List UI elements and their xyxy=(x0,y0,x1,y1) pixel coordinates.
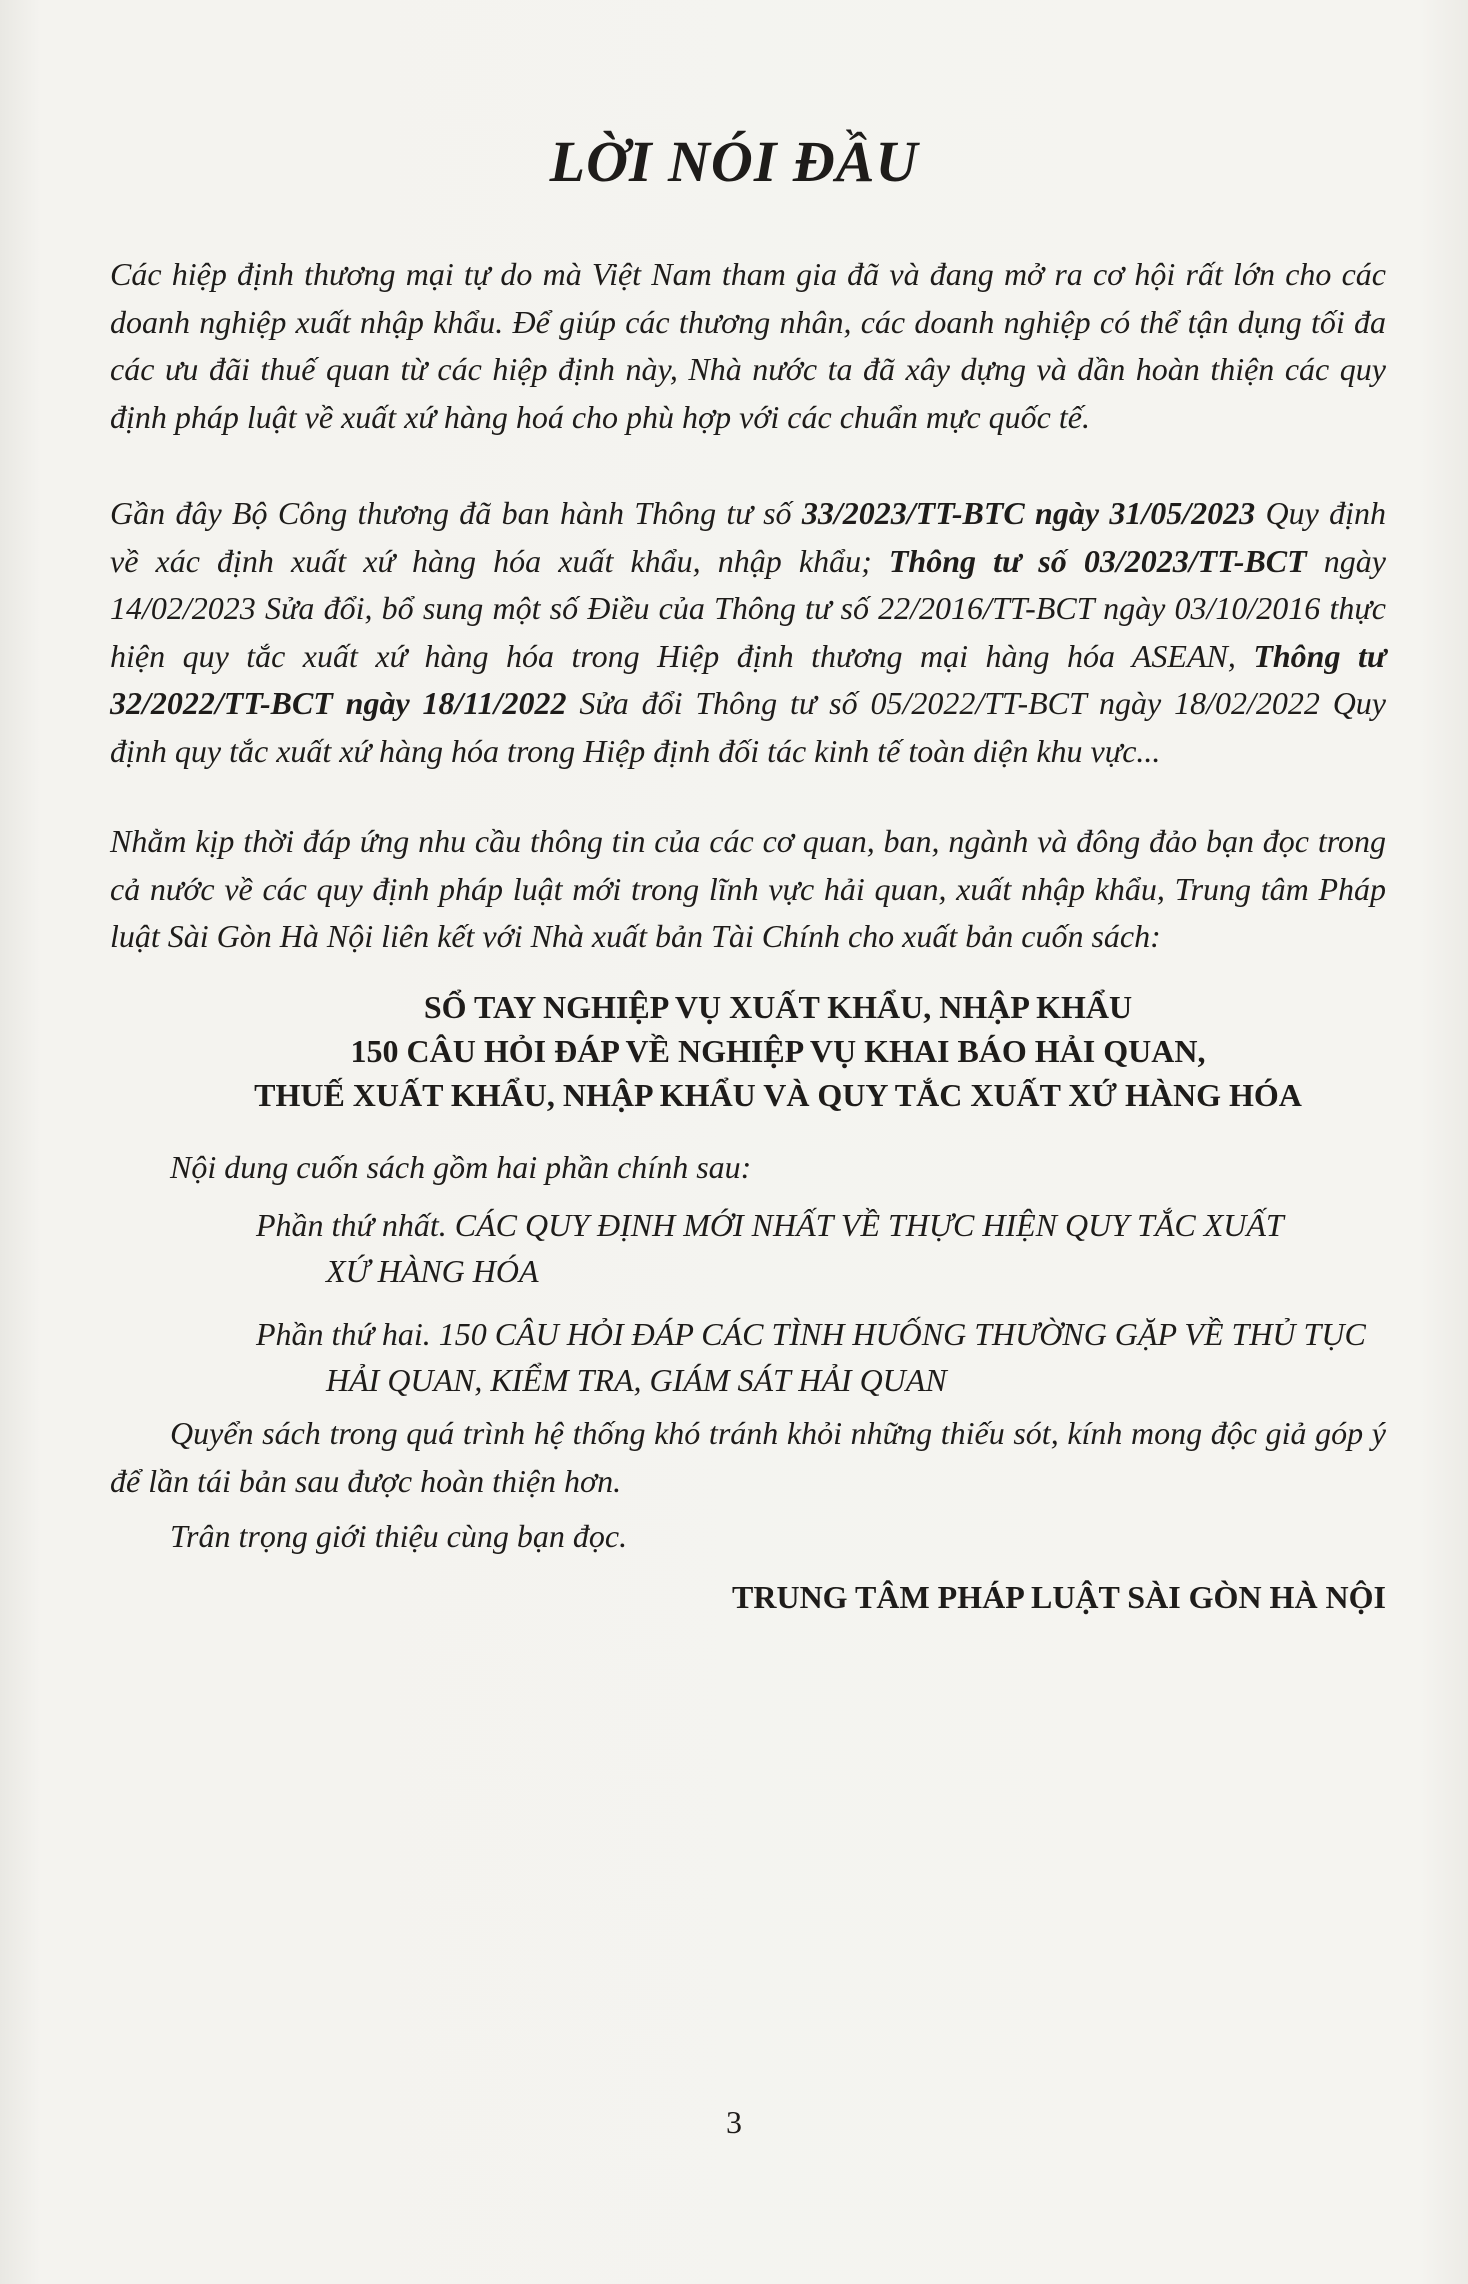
intro-paragraph-text: Các hiệp định thương mại tự do mà Việt Nam tham gia đã và đang mở ra cơ hội rất lớn cho các doanh nghiệp xuất nhập khẩu. Để giúp các thương nhân, các doanh nghiệp có thể tận dụng tối đa các ưu đãi thuế quan từ các hiệp định này, Nhà nước ta đã xây dựng và dần hoàn thiện các quy định pháp luật về xuất xứ hàng hoá cho phù hợp với các chuẩn mực quốc tế. xyxy=(110,256,1386,435)
regulation-circular-32: Thông tư 32/2022/TT-BCT ngày 18/11/2022 xyxy=(110,637,1387,721)
closing-paragraph-text: Quyển sách trong quá trình hệ thống khó tránh khỏi những thiếu sót, kính mong độc giả góp ý để lần tái bản sau được hoàn thiện hơn. xyxy=(110,1415,1386,1499)
regulations-paragraph xyxy=(110,490,1386,775)
part-one xyxy=(256,1202,1396,1294)
regulations-text-4: Sửa đổi Thông tư số 05/2022/TT-BCT ngày 18/02/2022 Quy định quy tắc xuất xứ hàng hóa trong Hiệp định đối tác kinh tế toàn diện khu vực... xyxy=(110,685,1387,769)
book-title xyxy=(170,985,1386,1117)
part-two xyxy=(256,1311,1396,1403)
introduction-line: Trân trọng giới thiệu cùng bạn đọc. xyxy=(170,1518,628,1554)
regulations-text-1: Gần đây Bộ Công thương đã ban hành Thông tư số xyxy=(110,495,802,531)
page-number: 3 xyxy=(726,2104,742,2140)
book-title-line-1: SỔ TAY NGHIỆP VỤ XUẤT KHẨU, NHẬP KHẨU xyxy=(423,989,1133,1025)
intro-paragraph xyxy=(110,251,1386,441)
regulation-circular-03: Thông tư số 03/2023/TT-BCT xyxy=(888,542,1307,579)
part-two-line-1: Phần thứ hai. 150 CÂU HỎI ĐÁP CÁC TÌNH HUỐNG THƯỜNG GẶP VỀ THỦ TỤC xyxy=(256,1316,1366,1352)
part-two-line-2: HẢI QUAN, KIỂM TRA, GIÁM SÁT HẢI QUAN xyxy=(326,1362,947,1398)
contents-intro: Nội dung cuốn sách gồm hai phần chính sau: xyxy=(170,1149,752,1185)
regulation-circular-33: 33/2023/TT-BTC ngày 31/05/2023 xyxy=(801,495,1256,531)
part-one-line-1: Phần thứ nhất. CÁC QUY ĐỊNH MỚI NHẤT VỀ THỰC HIỆN QUY TẮC XUẤT xyxy=(256,1207,1284,1243)
regulations-text-2: Quy định về xác định xuất xứ hàng hóa xuất khẩu, nhập khẩu; xyxy=(110,495,1387,579)
page-title: LỜI NÓI ĐẦU xyxy=(549,129,919,194)
publisher-signature: TRUNG TÂM PHÁP LUẬT SÀI GÒN HÀ NỘI xyxy=(732,1579,1386,1615)
part-one-line-2: XỨ HÀNG HÓA xyxy=(326,1253,539,1289)
purpose-paragraph-text: Nhằm kịp thời đáp ứng nhu cầu thông tin của các cơ quan, ban, ngành và đông đảo bạn đọc trong cả nước về các quy định pháp luật mới trong lĩnh vực hải quan, xuất nhập khẩu, Trung tâm Pháp luật Sài Gòn Hà Nội liên kết với Nhà xuất bản Tài Chính cho xuất bản cuốn sách: xyxy=(110,823,1386,954)
closing-paragraph xyxy=(110,1410,1386,1505)
regulations-text-3: ngày 14/02/2023 Sửa đổi, bổ sung một số Điều của Thông tư số 22/2016/TT-BCT ngày 03/10/2016 thực hiện quy tắc xuất xứ hàng hóa trong Hiệp định thương mại hàng hóa ASEAN, xyxy=(110,542,1387,674)
purpose-paragraph xyxy=(110,818,1386,961)
book-title-line-2: 150 CÂU HỎI ĐÁP VỀ NGHIỆP VỤ KHAI BÁO HẢI QUAN, xyxy=(350,1033,1206,1069)
book-title-line-3: THUẾ XUẤT KHẨU, NHẬP KHẨU VÀ QUY TẮC XUẤT XỨ HÀNG HÓA xyxy=(254,1077,1302,1113)
